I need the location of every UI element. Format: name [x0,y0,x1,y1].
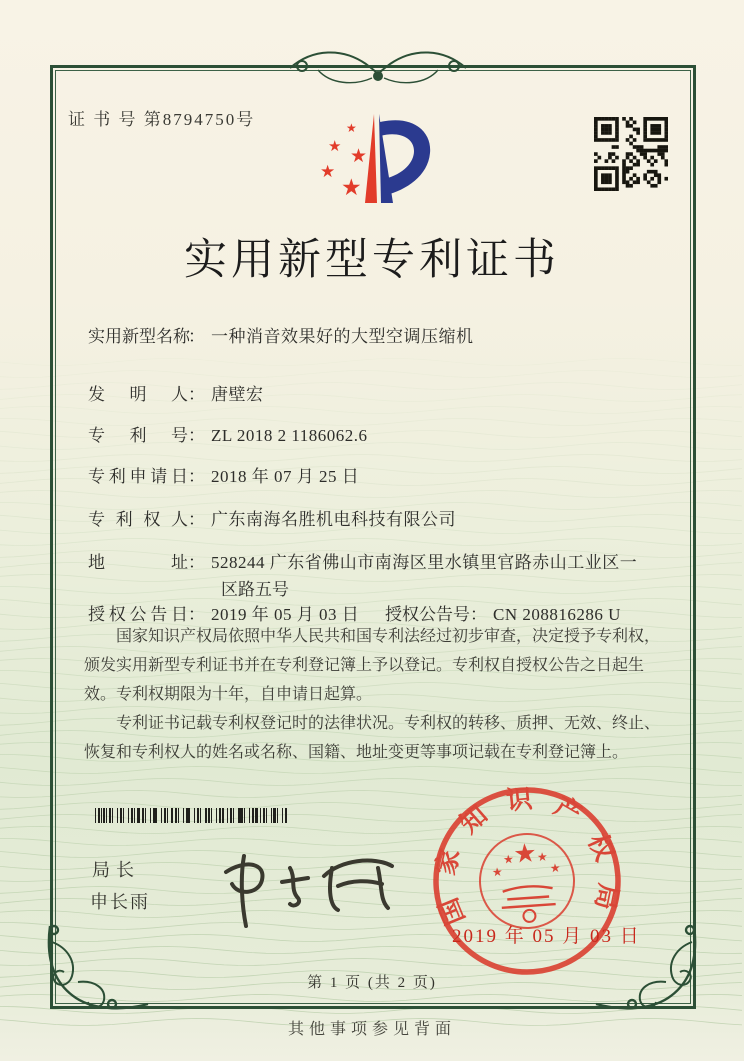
field-colon: ： [470,605,487,624]
page-number: 第 1 页 (共 2 页) [307,975,437,991]
director-name: 申长雨 [90,892,150,912]
field-colon: ： [188,327,205,346]
field-application-date [88,462,359,487]
svg-text:★: ★ [502,851,515,867]
seal-circular-text: 国家知识产权局 [431,784,624,929]
field-value: 唐壁宏 [211,385,264,404]
field-colon: ： [188,553,205,572]
field-value: 一种消音效果好的大型空调压缩机 [211,327,474,346]
field-label: 专利号 [88,426,188,445]
official-seal [421,775,632,986]
field-label: 地址 [88,553,188,572]
field-address-line2: 区路五号 [221,580,289,599]
field-label: 发明人 [88,385,188,404]
logo-star-icon: ★ [328,139,342,155]
logo-p-mark-icon [308,100,444,210]
field-colon: ： [188,605,205,624]
field-value: ZL 2018 2 1186062.6 [211,426,368,445]
field-label: 专利申请日 [88,467,188,486]
national-emblem-icon [477,831,577,931]
logo-star-icon: ★ [320,162,336,181]
certificate-title: 实用新型专利证书 [184,237,560,284]
logo-star-icon: ★ [346,121,357,135]
field-value: CN 208816286 U [493,605,621,624]
field-patent-number [88,421,368,446]
director-title: 局长 [92,860,140,880]
field-label: 授权公告号 [385,605,470,624]
field-address [88,548,637,573]
field-colon: ： [188,385,205,404]
body-paragraph: 专利证书记载专利权登记时的法律状况。专利权的转移、质押、无效、终止、恢复和专利权人的姓名或名称、国籍、地址变更等事项记载在专利登记簿上。 [84,715,661,761]
barcode [95,808,287,823]
field-colon: ： [188,510,205,529]
field-inventor [88,380,264,405]
top-border-ornament [288,40,468,98]
svg-text:★: ★ [536,849,549,865]
director-signature-handwriting [182,838,407,936]
logo-star-icon: ★ [341,175,362,200]
svg-text:★: ★ [549,860,562,876]
certificate-number: 证 书 号 第8794750号 [68,110,256,129]
field-value: 广东南海名胜机电科技有限公司 [211,510,456,529]
field-patentee [88,505,456,530]
field-colon: ： [188,467,205,486]
field-value: 2018 年 07 月 25 日 [211,467,360,486]
seal-date: 2019 年 05 月 03 日 [452,926,641,947]
certificate-body-text [84,622,666,767]
field-colon: ： [188,426,205,445]
field-value: 528244 广东省佛山市南海区里水镇里官路赤山工业区一 [211,553,638,572]
field-value: 2019 年 05 月 03 日 [211,605,360,624]
logo-star-icon: ★ [350,146,368,167]
back-note: 其他事项参见背面 [287,1021,456,1038]
patent-office-logo [308,100,444,210]
qr-code [594,117,668,191]
svg-text:★: ★ [512,838,538,869]
svg-text:★: ★ [491,864,504,880]
field-label: 实用新型名称 [88,327,190,346]
field-label: 授权公告日 [88,605,188,624]
field-utility-model-name [88,322,474,347]
field-label: 专利权人 [88,510,188,529]
body-paragraph: 国家知识产权局依照中华人民共和国专利法经过初步审查，决定授予专利权，颁发实用新型专利证书并在专利登记簿上予以登记。专利权自授权公告之日起生效。专利权期限为十年，自申请日起算。 [84,628,661,703]
